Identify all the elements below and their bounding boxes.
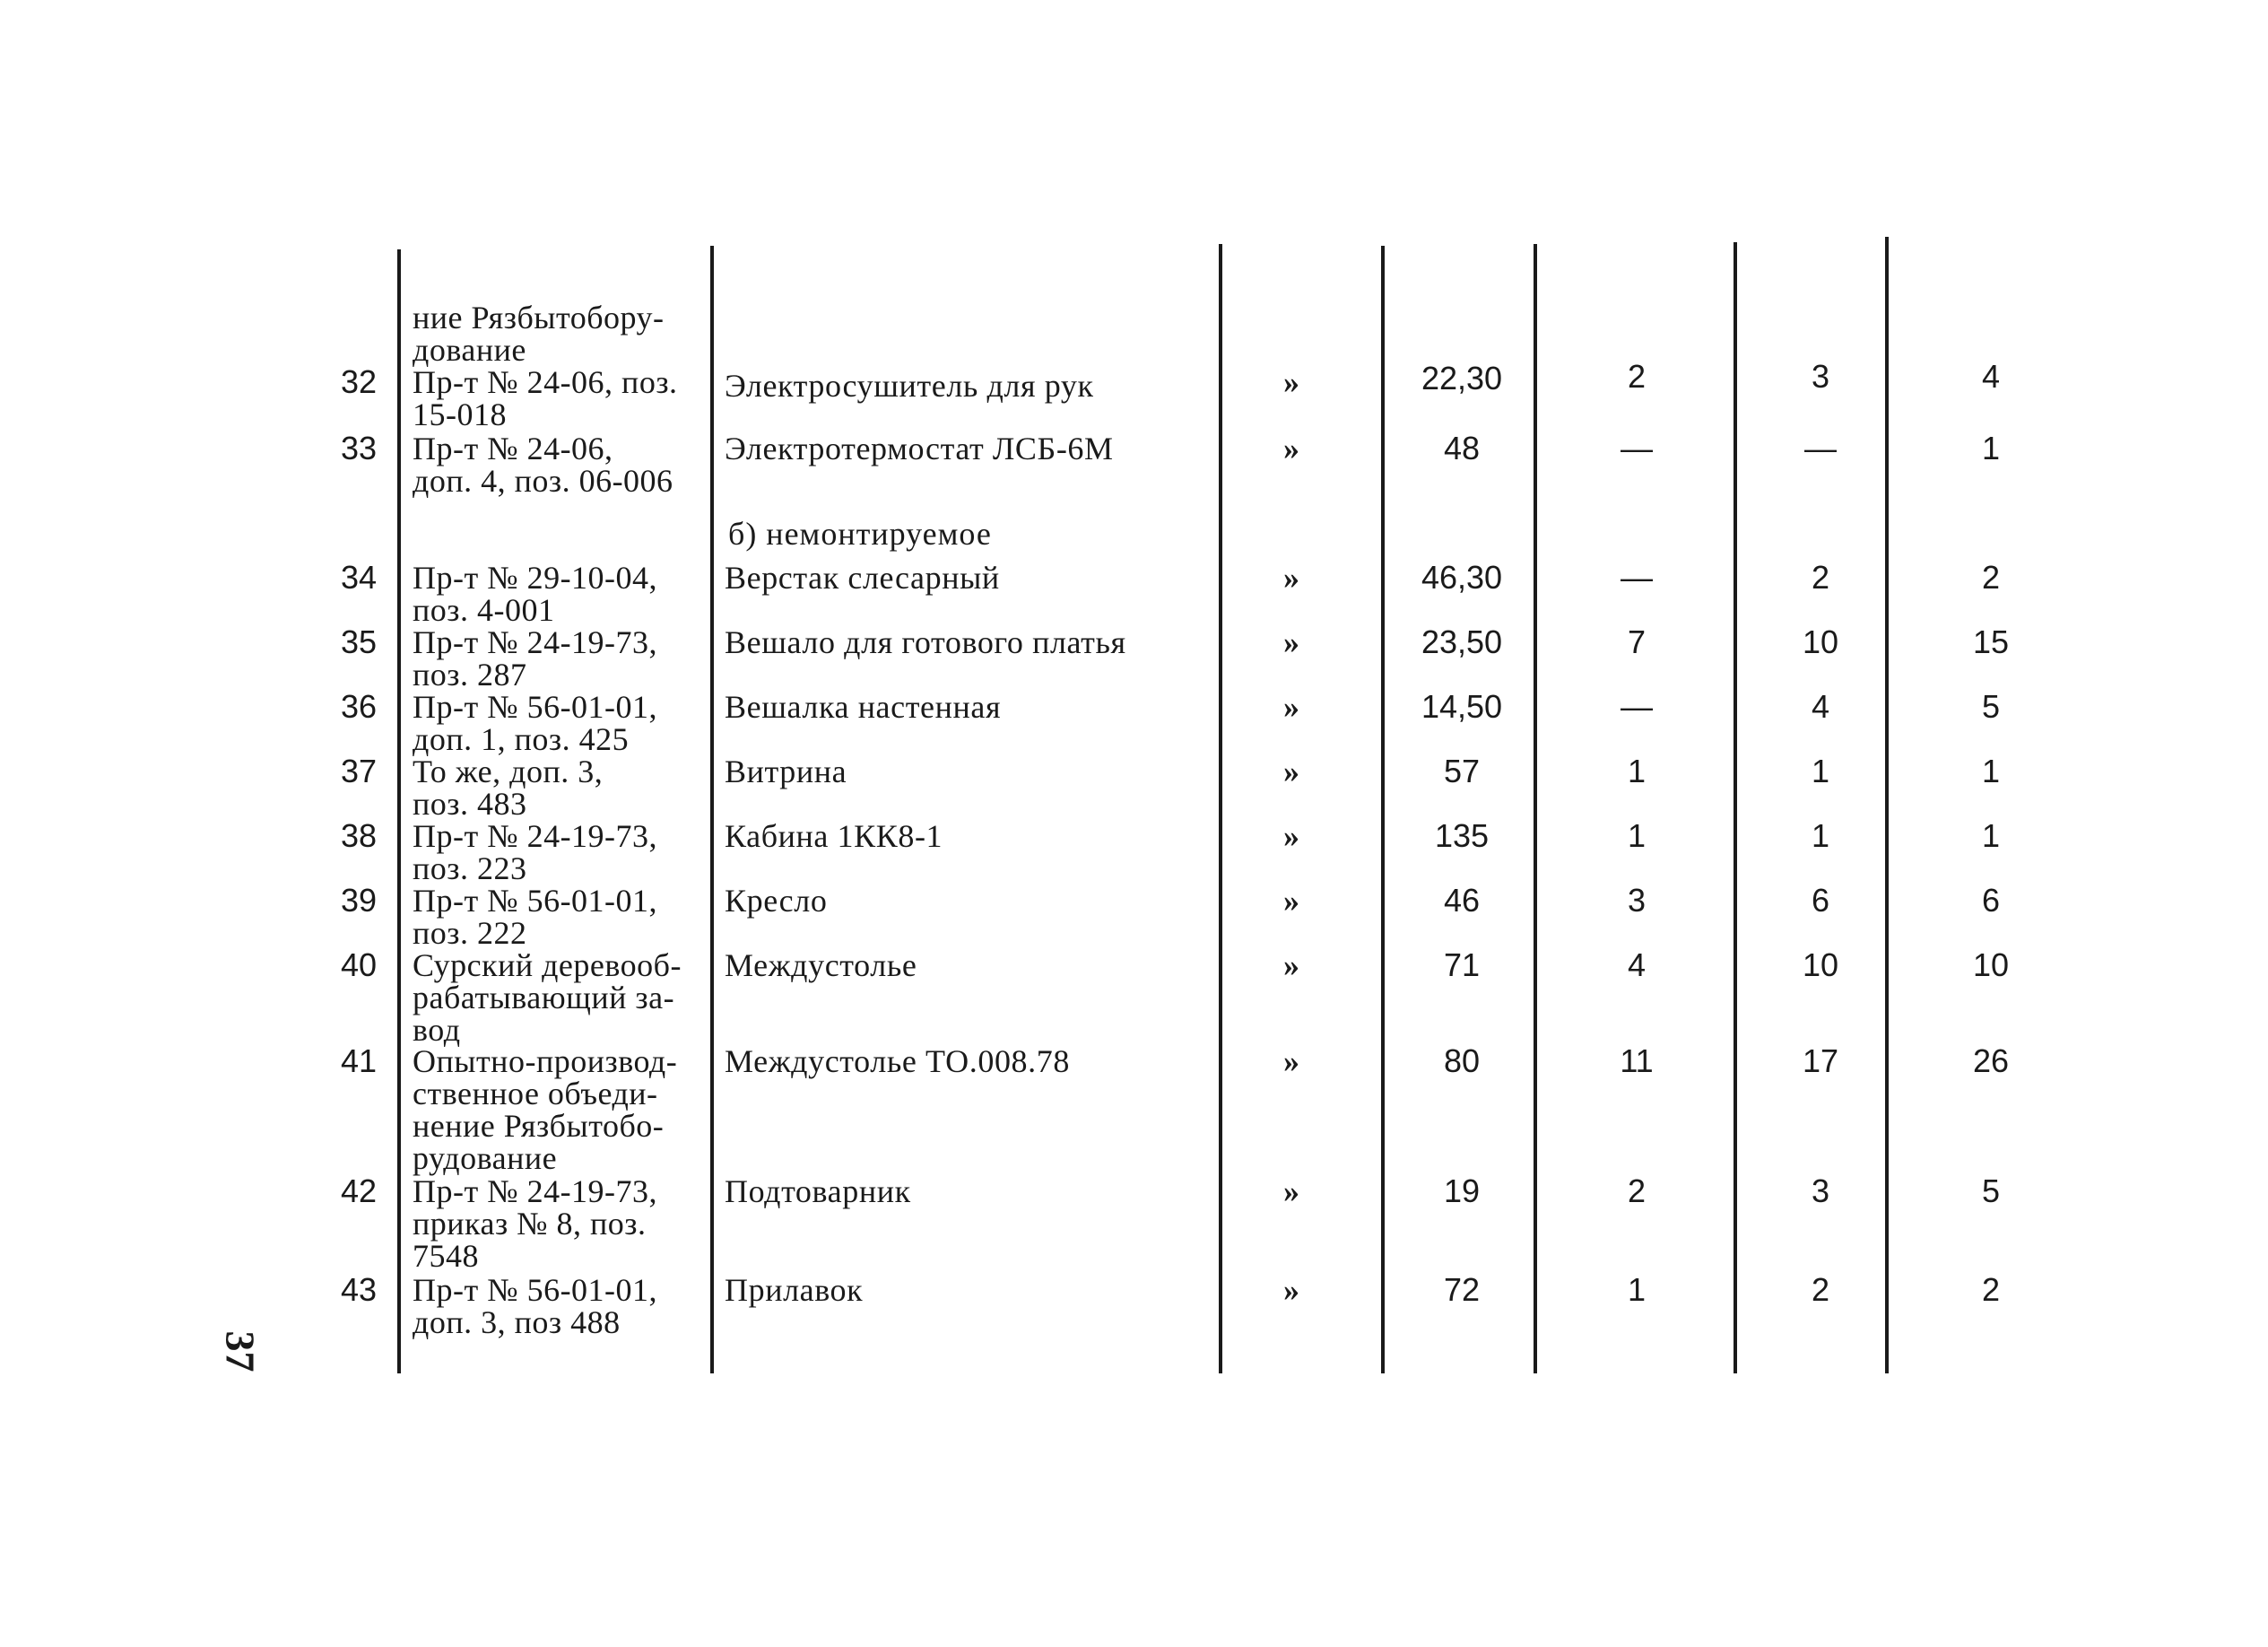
item-name: Витрина [725, 754, 847, 789]
row-number: 42 [340, 1172, 378, 1209]
value-col-1: — [1621, 430, 1653, 466]
item-name: Прилавок [725, 1272, 864, 1308]
price-cell: 72 [1443, 1271, 1481, 1308]
unit-cell: » [1283, 1173, 1299, 1209]
row-number: 41 [340, 1042, 378, 1079]
source-cell: Пр-т № 24-06, поз. 15-018 [413, 364, 678, 432]
row-number: 43 [340, 1271, 378, 1308]
price-cell: 48 [1443, 430, 1481, 466]
value-col-2: — [1804, 430, 1837, 466]
source-cell: Пр-т № 24-19-73, приказ № 8, поз. 7548 [413, 1173, 658, 1274]
column-rule-2 [710, 246, 714, 1373]
value-col-3: 6 [1981, 882, 2001, 919]
value-col-3: 5 [1981, 1172, 2001, 1209]
value-col-1: 1 [1627, 1271, 1647, 1308]
value-col-2: 3 [1811, 1172, 1830, 1209]
value-col-1: 2 [1627, 358, 1647, 395]
source-cell: Опытно-производ- ственное объеди- нение Рязбытобо- рудование [413, 1043, 678, 1176]
item-name: Электротермостат ЛСБ-6М [725, 431, 1114, 466]
item-name: Междустолье [725, 947, 917, 983]
value-col-3: 1 [1981, 430, 2001, 466]
column-rule-1 [397, 249, 401, 1373]
row-number: 37 [340, 753, 378, 789]
value-col-1: — [1621, 559, 1653, 596]
item-name: Верстак слесарный [725, 560, 1000, 596]
item-name: Кресло [725, 883, 828, 919]
price-cell: 46,30 [1421, 559, 1503, 596]
source-cell: Пр-т № 24-19-73, поз. 287 [413, 624, 658, 693]
value-col-2: 4 [1811, 688, 1830, 725]
item-name: Электросушитель для рук [725, 368, 1094, 404]
value-col-3: 5 [1981, 688, 2001, 725]
value-col-1: — [1621, 688, 1653, 725]
value-col-3: 2 [1981, 1271, 2001, 1308]
value-col-3: 4 [1981, 358, 2001, 395]
value-col-1: 4 [1627, 946, 1647, 983]
unit-cell: » [1283, 689, 1299, 725]
unit-cell: » [1283, 754, 1299, 789]
item-name: Подтоварник [725, 1173, 911, 1209]
value-col-3: 10 [1972, 946, 2010, 983]
value-col-1: 2 [1627, 1172, 1647, 1209]
unit-cell: » [1283, 560, 1299, 596]
source-cell: ние Рязбытобору- дование [413, 300, 665, 368]
page-number: 37 [217, 1330, 264, 1372]
column-rule-4 [1381, 246, 1385, 1373]
value-col-3: 1 [1981, 817, 2001, 854]
item-name: Кабина 1КК8-1 [725, 818, 943, 854]
value-col-2: 17 [1802, 1042, 1839, 1079]
item-name: Междустолье ТО.008.78 [725, 1043, 1070, 1079]
row-number: 35 [340, 623, 378, 660]
value-col-2: 10 [1802, 946, 1839, 983]
row-number: 39 [340, 882, 378, 919]
source-cell: Пр-т № 24-19-73, поз. 223 [413, 818, 658, 886]
item-name: Вешало для готового платья [725, 624, 1126, 660]
unit-cell: » [1283, 818, 1299, 854]
source-cell: Сурский деревооб- рабатывающий за- вод [413, 947, 682, 1048]
value-col-2: 2 [1811, 559, 1830, 596]
source-cell: Пр-т № 56-01-01, доп. 1, поз. 425 [413, 689, 658, 757]
price-cell: 71 [1443, 946, 1481, 983]
value-col-2: 6 [1811, 882, 1830, 919]
row-number: 33 [340, 430, 378, 466]
unit-cell: » [1283, 883, 1299, 919]
unit-cell: » [1283, 364, 1299, 400]
price-cell: 23,50 [1421, 623, 1503, 660]
value-col-3: 26 [1972, 1042, 2010, 1079]
section-subheading: б) немонтируемое [728, 516, 992, 552]
row-number: 36 [340, 688, 378, 725]
value-col-2: 2 [1811, 1271, 1830, 1308]
price-cell: 14,50 [1421, 688, 1503, 725]
row-number: 32 [340, 363, 378, 400]
source-cell: То же, доп. 3, поз. 483 [413, 754, 604, 822]
unit-cell: » [1283, 947, 1299, 983]
value-col-1: 3 [1627, 882, 1647, 919]
price-cell: 80 [1443, 1042, 1481, 1079]
price-cell: 135 [1434, 817, 1490, 854]
source-cell: Пр-т № 24-06, доп. 4, поз. 06-006 [413, 431, 673, 499]
source-cell: Пр-т № 56-01-01, поз. 222 [413, 883, 658, 951]
value-col-2: 1 [1811, 753, 1830, 789]
source-cell: Пр-т № 29-10-04, поз. 4-001 [413, 560, 658, 628]
item-name: Вешалка настенная [725, 689, 1002, 725]
value-col-1: 1 [1627, 753, 1647, 789]
row-number: 38 [340, 817, 378, 854]
value-col-1: 11 [1620, 1042, 1654, 1079]
value-col-2: 1 [1811, 817, 1830, 854]
unit-cell: » [1283, 624, 1299, 660]
value-col-1: 7 [1627, 623, 1647, 660]
price-cell: 57 [1443, 753, 1481, 789]
price-cell: 19 [1443, 1172, 1481, 1209]
value-col-3: 1 [1981, 753, 2001, 789]
unit-cell: » [1283, 431, 1299, 466]
value-col-1: 1 [1627, 817, 1647, 854]
row-number: 34 [340, 559, 378, 596]
value-col-3: 15 [1972, 623, 2010, 660]
unit-cell: » [1283, 1043, 1299, 1079]
source-cell: Пр-т № 56-01-01, доп. 3, поз 488 [413, 1272, 658, 1340]
price-cell: 46 [1443, 882, 1481, 919]
unit-cell: » [1283, 1272, 1299, 1308]
value-col-2: 10 [1802, 623, 1839, 660]
value-col-2: 3 [1811, 358, 1830, 395]
price-cell: 22,30 [1421, 360, 1503, 396]
row-number: 40 [340, 946, 378, 983]
value-col-3: 2 [1981, 559, 2001, 596]
